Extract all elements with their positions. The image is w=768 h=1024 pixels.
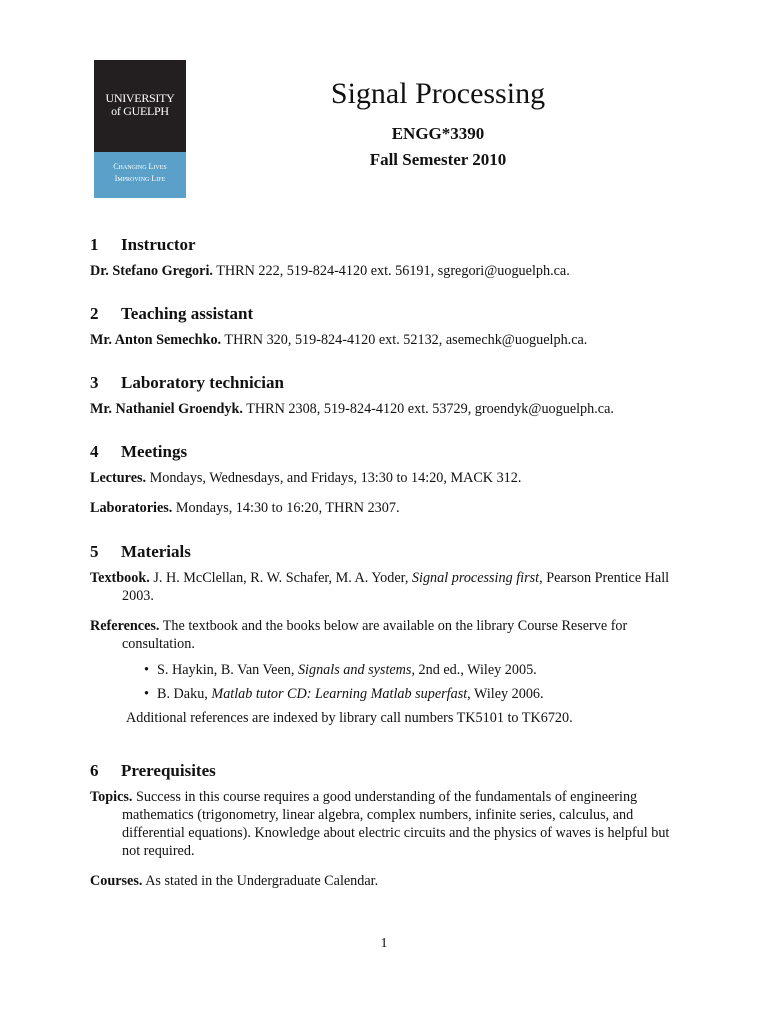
section-meetings	[90, 441, 680, 517]
logo-tagline-1: Changing Lives	[113, 162, 167, 171]
logo-wordmark-block	[94, 60, 186, 152]
logo-tagline-2: Improving Life	[114, 174, 166, 183]
instructor-name: Dr. Stefano Gregori.	[90, 263, 213, 279]
instructor-details: THRN 222, 519-824-4120 ext. 56191, sgregori@uoguelph.ca.	[216, 263, 570, 279]
section-teaching-assistant	[90, 303, 680, 349]
section-heading	[90, 303, 680, 325]
section-title: Meetings	[121, 442, 188, 461]
textbook-publisher: , Pearson Prentice Hall 2003.	[122, 570, 670, 604]
textbook-label: Textbook.	[90, 570, 150, 586]
references-label: References.	[90, 618, 160, 634]
section-title: Laboratory technician	[121, 373, 284, 392]
labs-label: Laboratories.	[90, 500, 173, 516]
courses-label: Courses.	[90, 873, 143, 889]
section-title: Prerequisites	[121, 761, 216, 780]
section-lab-technician	[90, 372, 680, 418]
section-instructor	[90, 234, 680, 280]
topics-text: Success in this course requires a good understanding of the fundamentals of engineering mathematics (trigonometry, linear algebra, complex numbers, infinite series, calculus, and differential equations). Knowledge about electric circuits and the physics of waves is helpful but not required.	[122, 789, 670, 859]
reference-list	[90, 661, 680, 703]
university-logo	[94, 60, 186, 198]
lectures-text: Mondays, Wednesdays, and Fridays, 13:30 to 14:20, MACK 312.	[149, 470, 522, 486]
ref2-publisher: , Wiley 2006.	[467, 686, 544, 702]
section-materials	[90, 541, 680, 727]
section-heading	[90, 541, 680, 563]
ref1-title: Signals and systems	[297, 662, 412, 678]
tech-contact	[90, 400, 680, 418]
section-number: 4	[90, 442, 99, 461]
references-entry	[90, 617, 680, 653]
section-title: Teaching assistant	[121, 304, 254, 323]
logo-tagline-block	[94, 152, 186, 198]
lectures-label: Lectures.	[90, 470, 147, 486]
ref2-title: Matlab tutor CD: Learning Matlab superfast	[211, 686, 468, 702]
logo-line-1: UNIVERSITY	[105, 91, 175, 105]
section-prerequisites	[90, 760, 680, 890]
section-number: 1	[90, 235, 99, 254]
courses-text: As stated in the Undergraduate Calendar.	[145, 873, 379, 889]
section-number: 5	[90, 542, 99, 561]
section-number: 6	[90, 761, 99, 780]
references-text: The textbook and the books below are available on the library Course Reserve for consultation.	[122, 618, 628, 652]
instructor-contact	[90, 262, 680, 280]
section-heading	[90, 372, 680, 394]
textbook-title: Signal processing first	[411, 570, 540, 586]
section-number: 2	[90, 304, 99, 323]
section-number: 3	[90, 373, 99, 392]
ref1-authors: S. Haykin, B. Van Veen,	[157, 662, 295, 678]
logo-line-2: of GUELPH	[111, 104, 169, 118]
additional-references: Additional references are indexed by library call numbers TK5101 to TK6720.	[126, 710, 573, 726]
page-number: 1	[380, 936, 388, 951]
ref1-publisher: , 2nd ed., Wiley 2005.	[411, 662, 537, 678]
labs-text: Mondays, 14:30 to 16:20, THRN 2307.	[175, 500, 400, 516]
ta-name: Mr. Anton Semechko.	[90, 332, 222, 348]
list-item	[90, 685, 680, 703]
bullet-icon: •	[144, 686, 149, 702]
section-title: Instructor	[121, 235, 196, 254]
topics-label: Topics.	[90, 789, 133, 805]
tech-name: Mr. Nathaniel Groendyk.	[90, 401, 243, 417]
semester: Fall Semester 2010	[369, 150, 507, 169]
lectures-line	[90, 469, 680, 487]
ta-details: THRN 320, 519-824-4120 ext. 52132, asemechk@uoguelph.ca.	[224, 332, 588, 348]
textbook-authors: J. H. McClellan, R. W. Schafer, M. A. Yoder,	[153, 570, 409, 586]
list-item	[90, 661, 680, 679]
topics-entry	[90, 788, 680, 860]
textbook-entry	[90, 569, 680, 605]
labs-line	[90, 499, 680, 517]
section-heading	[90, 234, 680, 256]
course-code: ENGG*3390	[391, 124, 485, 143]
ta-contact	[90, 331, 680, 349]
ref2-authors: B. Daku,	[157, 686, 208, 702]
document-title: Signal Processing	[330, 77, 546, 110]
section-title: Materials	[121, 542, 191, 561]
tech-details: THRN 2308, 519-824-4120 ext. 53729, groendyk@uoguelph.ca.	[246, 401, 614, 417]
section-heading	[90, 441, 680, 463]
section-heading	[90, 760, 680, 782]
courses-entry	[90, 872, 680, 890]
bullet-icon: •	[144, 662, 149, 678]
